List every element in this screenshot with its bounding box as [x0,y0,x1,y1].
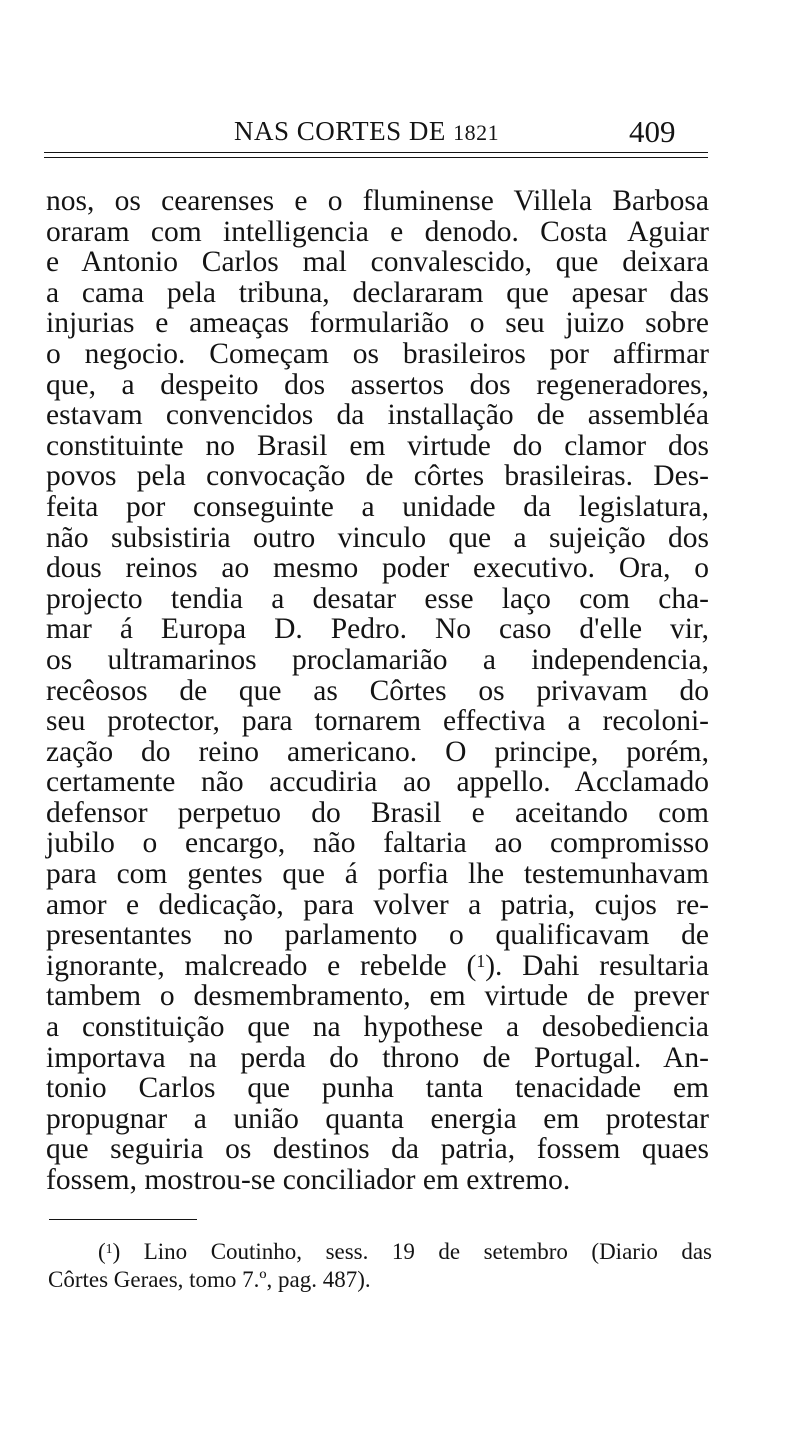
text-line: fossem, mostrou-se conciliador em extremo. [46,1164,571,1196]
text-line: certamente não accudiria ao appello. Acclamado [46,766,709,799]
text-line: tonio Carlos que punha tanta tenacidade em [46,1072,709,1105]
text-line: para com gentes que á porfia lhe testemunhavam [46,858,709,891]
header-rule-second [44,157,708,158]
text-line: zação do reino americano. O principe, porém, [46,735,709,768]
text-line: povos pela convocação de côrtes brasileiras. Des- [46,460,709,493]
footnote-line [48,1238,712,1266]
text-line: feita por conseguinte a unidade da legislatura, [46,490,709,523]
text-line: a cama pela tribuna, declararam que apesar das [46,276,709,309]
text-line: injurias e ameaças formularião o seu juizo sobre [46,307,709,340]
text-line: constituinte no Brasil em virtude do clamor dos [46,429,709,462]
footnote-text: ) Lino Coutinho, sess. 19 de setembro (Diario das [112,1239,712,1264]
text-line-end: ). Dahi resultaria [485,949,709,982]
running-head-text: NAS CORTES DE [234,116,454,146]
body-paragraph [46,186,709,1196]
footnote-reference: 1 [476,950,486,971]
text-line: amor e dedicação, para volver a patria, cujos re- [46,888,709,921]
running-head [234,116,499,147]
page-number: 409 [629,114,676,149]
running-head-year: 1821 [453,120,500,145]
text-line: recêosos de que as Côrtes os privavam do [46,674,709,707]
text-line: projecto tendia a desatar esse laço com cha- [46,582,709,615]
text-line: importava na perda do throno de Portugal. An- [46,1041,709,1074]
footnote-line: Côrtes Geraes, tomo 7.º, pag. 487). [48,1267,371,1292]
text-line: mar á Europa D. Pedro. No caso d'elle vir, [46,613,709,646]
text-line: tambem o desmembramento, em virtude de prever [46,980,709,1013]
footnote-open-paren: ( [98,1239,106,1264]
page-header [44,114,708,154]
text-line: seu protector, para tornarem effectiva a recoloni- [46,705,709,738]
header-rule [44,152,708,153]
text-line: dous reinos ao mesmo poder executivo. Ora, o [46,552,709,585]
text-line: defensor perpetuo do Brasil e aceitando com [46,796,709,829]
text-line: propugnar a união quanta energia em protestar [46,1102,709,1135]
footnote [48,1238,712,1294]
text-line: o negocio. Começam os brasileiros por affirmar [46,337,709,370]
text-line: a constituição que na hypothese a desobediencia [46,1011,709,1044]
text-line: não subsistiria outro vinculo que a sujeição dos [46,521,709,554]
text-line: e Antonio Carlos mal convalescido, que deixara [46,246,709,279]
text-line-with-footnote-ref [46,951,709,982]
text-line-start: ignorante, malcreado e rebelde ( [46,949,477,982]
text-line: presentantes no parlamento o qualificavam de [46,919,709,952]
text-line: que seguiria os destinos da patria, fossem quaes [46,1133,709,1166]
text-line: oraram com intelligencia e denodo. Costa Aguiar [46,215,709,248]
text-line: nos, os cearenses e o fluminense Villela Barbosa [46,185,709,217]
footnote-rule [49,1219,197,1220]
text-line: jubilo o encargo, não faltaria ao compromisso [46,827,709,860]
text-line: os ultramarinos proclamarião a independencia, [46,643,709,676]
text-line: que, a despeito dos assertos dos regeneradores, [46,368,709,401]
text-line: estavam convencidos da installação de assembléa [46,399,709,432]
footnote-marker: 1 [105,1240,113,1256]
